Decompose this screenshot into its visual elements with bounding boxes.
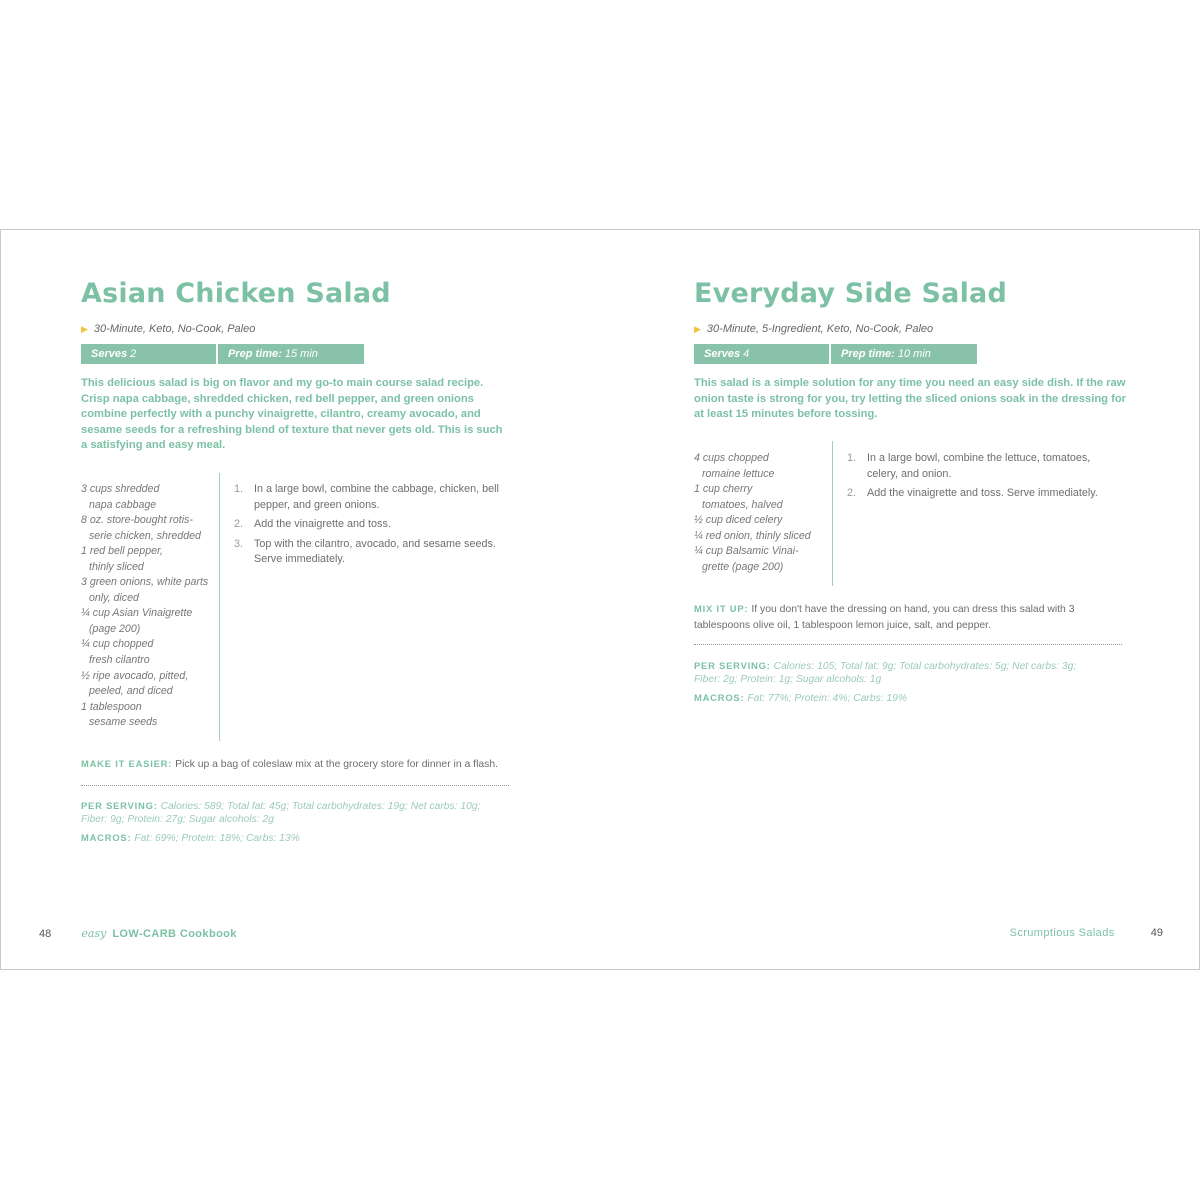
recipe-title: Everyday Side Salad xyxy=(694,278,1007,309)
per-serving-text: Calories: 589; Total fat: 45g; Total carbohydrates: 19g; Net carbs: 10g; Fiber: 9g; Protein: 27g; Sugar alcohols: 2g xyxy=(81,801,481,826)
section-name: Scrumptious Salads xyxy=(1009,927,1115,939)
step-number: 2. xyxy=(234,518,244,531)
dotted-divider xyxy=(694,644,1122,645)
ingredient-line: 1 tablespoon xyxy=(81,700,142,713)
prep-value: 10 min xyxy=(897,348,931,360)
left-page xyxy=(1,230,601,969)
recipe-tags xyxy=(694,323,933,335)
step-text: In a large bowl, combine the lettuce, tomatoes, celery, and onion. xyxy=(867,452,1091,480)
step-text: Add the vinaigrette and toss. Serve immediately. xyxy=(867,487,1098,500)
step-number: 2. xyxy=(847,487,857,500)
serves-label: Serves xyxy=(91,348,128,360)
per-serving xyxy=(81,799,501,827)
recipe-intro: This salad is a simple solution for any time you need an easy side dish. If the raw onion taste is strong for you, try letting the sliced onions soak in the dressing for at least 15 minutes before tossing. xyxy=(694,377,1127,421)
per-serving-text: Calories: 105; Total fat: 9g; Total carbohydrates: 5g; Net carbs: 3g; Fiber: 2g; Protein: 1g; Sugar alcohols: 1g xyxy=(694,661,1077,686)
step-number: 3. xyxy=(234,537,244,550)
step-item xyxy=(847,451,1109,482)
recipe-intro: This delicious salad is big on flavor and my go-to main course salad recipe. Crisp napa cabbage, shredded chicken, red bell pepper, and green onions combine perfectly with a punchy vinaigrette, cilantro, creamy avocado, and sesame seeds for a refreshing blend of texture that never gets old. This is such a satisfying and easy meal. xyxy=(81,377,503,452)
ingredient-line: 1 cup cherry xyxy=(694,483,753,496)
prep-label: Prep time: xyxy=(228,348,282,360)
tip-text: If you don't have the dressing on hand, you can dress this salad with 3 tablespoons olive oil, 1 tablespoon lemon juice, salt, and pepper. xyxy=(694,604,1075,631)
serves-label: Serves xyxy=(704,348,741,360)
info-bar xyxy=(694,344,977,364)
info-bar xyxy=(81,344,364,364)
ingredient-line: tomatoes, halved xyxy=(702,498,783,511)
recipe-title: Asian Chicken Salad xyxy=(81,278,391,309)
step-item xyxy=(847,486,1109,502)
page-number: 48 xyxy=(39,928,52,940)
ingredient-line: 8 oz. store-bought rotis- xyxy=(81,514,193,527)
prep-value: 15 min xyxy=(284,348,318,360)
step-item xyxy=(234,482,514,513)
prep-time-cell xyxy=(218,344,364,364)
ingredient-line: only, diced xyxy=(89,591,139,604)
macros-text: Fat: 69%; Protein: 18%; Carbs: 13% xyxy=(134,833,300,844)
column-divider xyxy=(832,441,833,586)
footer-left xyxy=(39,927,237,940)
ingredient-line: fresh cilantro xyxy=(89,654,150,667)
step-item xyxy=(234,537,514,568)
ingredient-line: ½ cup diced celery xyxy=(694,514,783,527)
footer-right xyxy=(1010,927,1163,939)
ingredient-line: peeled, and diced xyxy=(89,685,173,698)
ingredients-list xyxy=(694,451,830,575)
prep-label: Prep time: xyxy=(841,348,895,360)
step-text: In a large bowl, combine the cabbage, chicken, bell pepper, and green onions. xyxy=(254,483,499,511)
bullet-triangle-icon: ▶ xyxy=(81,324,88,334)
per-serving xyxy=(694,659,1094,687)
ingredient-line: 3 cups shredded xyxy=(81,483,160,495)
step-item xyxy=(234,517,514,533)
ingredient-line: napa cabbage xyxy=(89,498,157,511)
book-logo-easy: easy xyxy=(81,927,107,940)
per-serving-label: PER SERVING: xyxy=(694,660,771,671)
step-number: 1. xyxy=(234,483,244,495)
ingredient-line: (page 200) xyxy=(89,622,141,635)
make-it-easier-tip xyxy=(81,756,521,773)
macros xyxy=(81,831,501,845)
ingredient-line: ¼ cup Asian Vinaigrette xyxy=(81,607,193,620)
ingredient-line: grette (page 200) xyxy=(702,560,784,573)
ingredients-list xyxy=(81,482,217,731)
step-number: 1. xyxy=(847,452,857,464)
macros xyxy=(694,691,1094,705)
per-serving-label: PER SERVING: xyxy=(81,800,158,811)
macros-label: MACROS: xyxy=(694,692,745,703)
tags-text: 30-Minute, Keto, No-Cook, Paleo xyxy=(93,323,256,335)
ingredient-line: thinly sliced xyxy=(89,560,144,573)
book-spread xyxy=(0,229,1200,970)
ingredient-line: 4 cups chopped xyxy=(694,452,769,464)
serves-value: 2 xyxy=(130,348,137,360)
page-number: 49 xyxy=(1150,927,1163,939)
ingredient-line: 1 red bell pepper, xyxy=(81,545,163,558)
ingredient-line: romaine lettuce xyxy=(702,467,775,480)
recipe-tags xyxy=(81,323,255,335)
serves-cell xyxy=(81,344,216,364)
column-divider xyxy=(219,473,220,741)
ingredient-line: ¼ cup Balsamic Vinai- xyxy=(694,545,799,558)
ingredient-line: ½ ripe avocado, pitted, xyxy=(81,669,189,682)
macros-label: MACROS: xyxy=(81,832,132,843)
serves-value: 4 xyxy=(743,348,750,360)
steps-list xyxy=(234,482,514,572)
book-title: LOW-CARB Cookbook xyxy=(112,928,237,940)
tags-text: 30-Minute, 5-Ingredient, Keto, No-Cook, Paleo xyxy=(706,323,934,335)
mix-it-up-tip xyxy=(694,601,1084,633)
steps-list xyxy=(847,451,1109,506)
ingredient-line: serie chicken, shredded xyxy=(89,529,201,542)
macros-text: Fat: 77%; Protein: 4%; Carbs: 19% xyxy=(747,693,908,704)
tip-text: Pick up a bag of coleslaw mix at the grocery store for dinner in a flash. xyxy=(175,759,499,770)
bullet-triangle-icon: ▶ xyxy=(694,324,701,334)
step-text: Top with the cilantro, avocado, and sesame seeds. Serve immediately. xyxy=(254,537,496,566)
tip-label: MIX IT UP: xyxy=(694,603,749,614)
ingredient-line: ¼ cup chopped xyxy=(81,638,154,651)
step-text: Add the vinaigrette and toss. xyxy=(254,518,391,531)
ingredient-line: ¼ red onion, thinly sliced xyxy=(694,529,811,542)
prep-time-cell xyxy=(831,344,977,364)
right-page xyxy=(601,230,1200,969)
dotted-divider xyxy=(81,785,509,786)
serves-cell xyxy=(694,344,829,364)
tip-label: MAKE IT EASIER: xyxy=(81,758,173,769)
ingredient-line: 3 green onions, white parts xyxy=(81,576,209,589)
ingredient-line: sesame seeds xyxy=(89,716,158,729)
